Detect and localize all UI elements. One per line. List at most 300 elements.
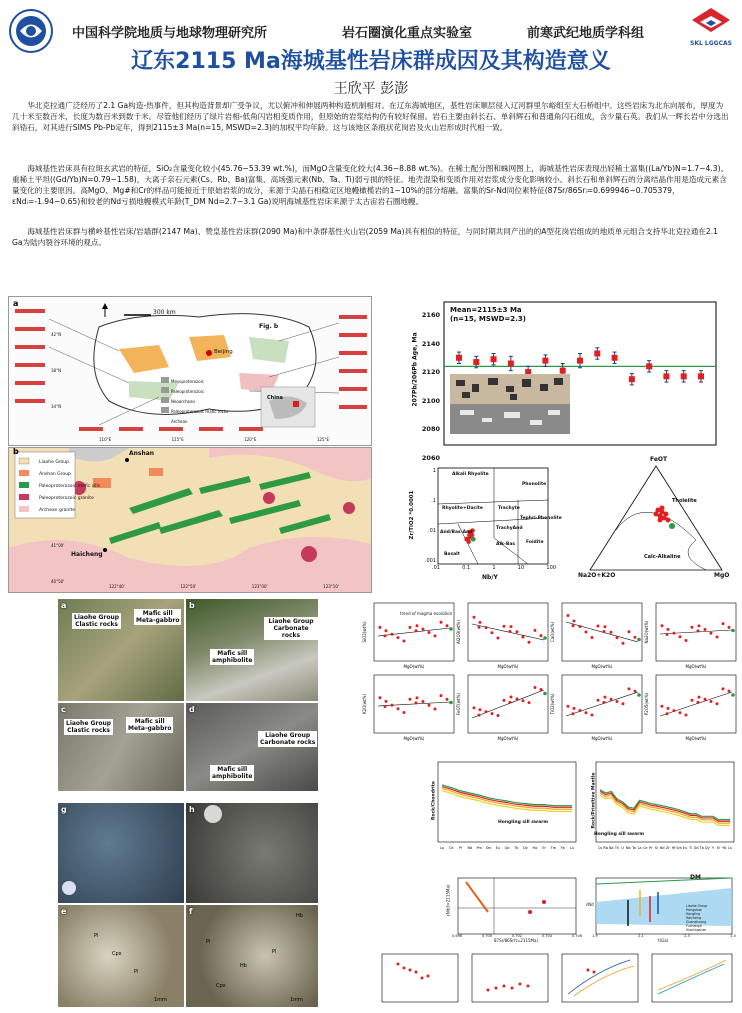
mineral-label: Pl	[272, 949, 277, 955]
photo-letter: a	[61, 601, 67, 610]
map-a-legend-0: Mesoproterozoic	[171, 379, 204, 384]
map-a-lon-tick: 120°E	[244, 437, 257, 442]
iso-legend-item: Xiaolingshan	[686, 928, 707, 932]
harker-xlabel: MgO(wt%)	[685, 664, 707, 669]
spider-tick: Pr	[649, 846, 653, 850]
harker-point	[661, 624, 664, 627]
harker-point	[446, 698, 449, 701]
map-b-lon-tick: 123°10'	[323, 584, 339, 589]
harker-point	[428, 704, 431, 707]
poster-title: 辽东2115 Ma海城基性岩床群成因及其构造意义	[131, 49, 611, 74]
afm-field-tholeiite: Tholeiite	[672, 498, 697, 504]
age-point	[473, 359, 479, 365]
modeling-plots	[368, 950, 738, 1008]
ree-ylabel: Rock/Chondrite	[431, 781, 437, 820]
harker-diagrams	[360, 597, 740, 747]
zr-xlabel: Nb/Y	[482, 574, 498, 581]
harker-point	[679, 635, 682, 638]
spider-tick: Nd	[659, 846, 665, 850]
map-a-lat-tick: 34°N	[51, 404, 62, 409]
map-a-lon-ticks	[99, 437, 329, 442]
harker-point	[728, 690, 731, 693]
spider-tick: Nb	[625, 846, 631, 850]
iso-h-ylabel: εNd	[586, 902, 594, 907]
harker-trend	[566, 692, 638, 716]
zr-field: Foidite	[526, 540, 544, 545]
iso-g-xtick: 0.700	[481, 934, 493, 938]
harker-point	[379, 626, 382, 629]
photo-label-sill: Mafic sill Meta-gabbro	[136, 610, 180, 624]
spider-tick: U	[621, 846, 624, 850]
harker-point	[722, 622, 725, 625]
ree-tick: Pr	[458, 846, 463, 850]
harker-point	[391, 704, 394, 707]
spider-tick: Dy	[705, 846, 710, 850]
zr-field: Alk-Bas	[496, 542, 516, 547]
harker-point	[604, 696, 607, 699]
intro-paragraph: 华北克拉通广泛经历了2.1 Ga构造-热事件，但其构造背景却广受争议，尤以俯冲和伸展两种构造机制相对。在辽东海城地区，基性岩床顺层侵入辽河群里尔峪组至大石桥组中。这些岩床为北东向展布，厚度为几十米至数百米，长度为数百米到数千米。尽管他们经历了绿片岩相-低角闪岩相变质作用，但原始的岩浆结构仍有较好保留。岩石主要由斜长石、单斜辉石和普通角闪石组成，含少量石英。我们从一辉长岩中分选出斜锆石，对其进行SIMS Pb-Pb定年，得到2115±3 Ma(n=15, MSWD=2.3)的加权平均年龄。这与该地区条痕状花岗岩及火山岩形成时代相一致。	[12, 101, 729, 132]
harker-point	[479, 708, 482, 711]
iso-g-xtick: 0.704	[541, 934, 552, 938]
mineral-label: Cpx	[112, 951, 122, 957]
harker-point	[391, 633, 394, 636]
harker-point	[397, 707, 400, 710]
harker-point	[416, 696, 419, 699]
iso-g-xtick: 0.702	[511, 934, 522, 938]
age-point	[508, 360, 514, 366]
spider-tick: Gd	[693, 846, 699, 850]
iso-legend-item: Liaohe Group	[686, 904, 708, 908]
photo-label-group: Liaohe Group Clastic rocks	[74, 614, 120, 628]
afm-field-calc: Calc-Alkaline	[644, 554, 681, 560]
ree-tick: Eu	[495, 846, 500, 850]
ree-tick: Ce	[449, 846, 454, 850]
map-a-lat-tick: 42°N	[51, 332, 62, 337]
spider-tick: La	[637, 846, 642, 850]
harker-trend	[378, 628, 450, 636]
map-a-scale: 300 km	[153, 309, 176, 316]
harker-point	[491, 712, 494, 715]
harker-point	[572, 624, 575, 627]
harker-ylabel: K2O(wt%)	[362, 693, 367, 715]
spider-tick: Y	[712, 846, 715, 850]
harker-point	[522, 699, 525, 702]
harker-point	[597, 699, 600, 702]
harker-point	[540, 688, 543, 691]
harker-point	[522, 636, 525, 639]
age-point	[681, 373, 687, 379]
zr-field: And/Bas-And	[440, 530, 473, 535]
map-a-lon-tick: 115°E	[171, 437, 184, 442]
harker-point	[409, 698, 412, 701]
spider-tick: Ta	[632, 846, 636, 850]
harker-point	[591, 636, 594, 639]
harker-point	[415, 629, 418, 632]
harker-xlabel: MgO(wt%)	[591, 664, 613, 669]
photo-label-group: Liaohe Group Clastic rocks	[66, 720, 112, 734]
harker-ylabel: P2O5(wt%)	[644, 692, 649, 716]
age-ytick: 2140	[421, 339, 440, 348]
age-point	[491, 356, 497, 362]
harker-point	[403, 711, 406, 714]
harker-point	[667, 628, 670, 631]
ree-tick: Pm	[476, 846, 482, 850]
iso-legend-item: Fuchengzi	[686, 924, 703, 928]
spider-tick: Zr	[665, 846, 670, 850]
harker-point	[585, 631, 588, 634]
harker-point	[628, 630, 631, 633]
harker-point	[543, 636, 547, 640]
harker-point	[384, 634, 387, 637]
harker-point	[491, 631, 494, 634]
harker-trend	[378, 702, 450, 706]
institute-name: 中国科学院地质与地球物理研究所	[72, 26, 268, 41]
zr-field: Phonolite	[522, 482, 547, 487]
map-b-lat-tick: 41°00'	[51, 543, 65, 548]
map-a-legend-1: Paleoproterozoic	[171, 389, 205, 394]
zr-xtick: 1	[492, 565, 496, 571]
zr-field-labels	[398, 460, 570, 582]
afm-apex-left: Na2O+K2O	[578, 572, 616, 579]
harker-ylabel: FeOT(wt%)	[456, 693, 461, 715]
harker-point	[567, 705, 570, 708]
photo-label-group: Liaohe Group Carbonate rocks	[264, 617, 318, 640]
harker-point	[543, 692, 547, 696]
spider-tick: Ti	[688, 846, 692, 850]
harker-point	[698, 696, 701, 699]
age-ytick: 2080	[421, 425, 440, 434]
micro-photo-f	[186, 905, 318, 1007]
harker-point	[637, 693, 641, 697]
harker-point	[704, 698, 707, 701]
spider-series	[600, 790, 730, 820]
map-b-lon-tick: 122°40'	[109, 584, 125, 589]
harker-point	[591, 714, 594, 717]
map-a-legend-4: Archean	[171, 419, 188, 424]
field-photo-d	[186, 703, 318, 791]
harker-point	[440, 694, 443, 697]
map-b-legend-3: Paleoproterozoic granite	[39, 496, 94, 501]
harker-xlabel: MgO(wt%)	[403, 736, 425, 741]
field-photo-b	[186, 599, 318, 701]
spider-legend: Hongling sill swarm	[594, 832, 645, 837]
harker-point	[473, 616, 476, 619]
iso-legend-item: Guanzhuang	[686, 920, 707, 924]
zr-field: Rhyolite+Dacite	[442, 506, 483, 511]
harker-ylabel: Al2O3(wt%)	[456, 620, 461, 644]
ree-tick: Lu	[570, 846, 574, 850]
spider-tick: Rb	[603, 846, 608, 850]
harker-point	[731, 693, 735, 697]
age-yticks	[420, 301, 440, 473]
ree-tick: Yb	[560, 846, 565, 850]
harker-point	[728, 626, 731, 629]
harker-point	[446, 624, 449, 627]
iso-legend-item: Haicheng	[686, 916, 702, 920]
harker-xlabel: MgO(wt%)	[685, 736, 707, 741]
harker-xlabel: MgO(wt%)	[497, 664, 519, 669]
mineral-label: Hb	[296, 913, 303, 919]
zr-xtick: .01	[432, 565, 440, 571]
harker-point	[634, 690, 637, 693]
age-point	[456, 355, 462, 361]
age-ylabel: 207Pb/206Pb Age, Ma	[411, 332, 419, 407]
map-a-legend-3: Paleoproterozoic mafic rocks	[171, 409, 229, 414]
harker-point	[416, 624, 419, 627]
harker-ylabel: TiO2(wt%)	[550, 693, 555, 715]
harker-ylabel: CaO(wt%)	[550, 621, 555, 643]
iso-h-xlabel: t(Ga)	[658, 938, 669, 943]
age-point	[594, 350, 600, 356]
spider-ylabel: Rock/Primitive Mantle	[591, 772, 597, 829]
harker-point	[585, 711, 588, 714]
age-point	[560, 368, 566, 374]
age-point	[698, 373, 704, 379]
harker-point	[603, 701, 606, 704]
harker-point	[440, 621, 443, 624]
harker-point	[509, 701, 512, 704]
geochem-paragraph: 海城基性岩床具有拉斑玄武岩的特征，SiO₂含量变化较小(45.76~53.39 wt.%)，而MgO含量变化较大(4.36~8.88 wt.%)。在稀土配分图和蛛网图上，海城基性岩床表现出轻稀土富集((La/Yb)N=1.7~4.3)、重稀土平坦((Gd/Yb)N=0.79~1.58)，大离子亲石元素(Cs、Rb、Ba)富集、高场强元素(Nb、Ta、Ti)弱亏损的特征。地壳混染和变质作用对岩浆成分变化影响较小。斜长石和单斜辉石的分离结晶作用是造成元素含量变化的主要原因。高MgO、Mg#和Cr的样品可能接近于原始岩浆的成分，来源于尖晶石相稳定区地幔橄榄岩的1~10%的部分熔融。富集的Sr-Nd同位素特征(87Sr/86Srᵢ=0.699946~0.705379，εNdᵢ=-1.94~0.65)和较老的Nd亏损地幔模式年龄(T_DM Nd=2.7~3.1 Ga)说明海城基性岩床来源于太古宙岩石圈地幔。	[12, 164, 729, 206]
harker-point	[716, 635, 719, 638]
harker-point	[579, 625, 582, 628]
ree-tick: Dy	[523, 846, 528, 850]
harker-point	[597, 625, 600, 628]
harker-point	[528, 641, 531, 644]
harker-point	[534, 686, 537, 689]
harker-point	[434, 707, 437, 710]
map-a-lon-tick: 110°E	[99, 437, 112, 442]
photo-letter: e	[61, 907, 67, 916]
harker-xlabel: MgO(wt%)	[591, 736, 613, 741]
mineral-label: Cpx	[216, 983, 226, 989]
map-b-legend-2: Paleoproterozoic mafic sills	[39, 484, 101, 489]
harker-point	[485, 710, 488, 713]
harker-point	[697, 629, 700, 632]
harker-point	[691, 626, 694, 629]
ree-tick: Sm	[485, 846, 492, 850]
map-b-lat-tick: 40°50'	[51, 579, 65, 584]
ree-frame	[438, 762, 576, 842]
harker-point	[409, 626, 412, 629]
ree-tick: La	[440, 846, 444, 850]
harker-point	[516, 630, 519, 633]
harker-point	[685, 639, 688, 642]
map-a-letter: a	[13, 299, 19, 308]
baddeleyite-bse-image	[450, 374, 570, 434]
mineral-label: Pl	[94, 933, 99, 939]
age-n-label: (n=15, MSWD=2.3)	[450, 315, 526, 323]
ree-tick: Tm	[550, 846, 557, 850]
map-b-haicheng: Haicheng	[71, 551, 103, 558]
rock-photo-g	[58, 803, 184, 903]
iso-g-xtick: 0.698	[452, 934, 463, 938]
harker-point	[528, 701, 531, 704]
harker-point	[434, 634, 437, 637]
map-b-anshan: Anshan	[129, 450, 155, 457]
harker-point	[503, 625, 506, 628]
age-point	[577, 358, 583, 364]
age-ytick: 2120	[421, 368, 440, 377]
zr-ylabel: Zr/TiO2 *0.0001	[409, 490, 415, 540]
mineral-label: Pl	[134, 969, 139, 975]
mineral-label: Pl	[206, 939, 211, 945]
harker-point	[610, 698, 613, 701]
iso-h-label: DM	[690, 874, 701, 881]
harker-point	[610, 631, 613, 634]
field-photo-a	[58, 599, 184, 701]
map-b-lon-tick: 122°50'	[180, 584, 197, 589]
map-b-lon-ticks	[109, 584, 339, 589]
harker-point	[379, 696, 382, 699]
harker-point	[478, 626, 481, 629]
harker-xlabel: MgO(wt%)	[497, 736, 519, 741]
photo-label-sill: Mafic sill amphibolite	[212, 650, 253, 664]
coin-icon	[204, 805, 222, 823]
tectonic-paragraph: 海城基性岩床群与横岭基性岩床/岩墙群(2147 Ma)、赞皇基性岩床群(2090 Ma)和中条群基性火山岩(2059 Ma)具有相似的特征，与同时期共同产出的的A型花岗岩组成的地质单元组合支持华北克拉通在2.1 Ga为陆内裂谷环境的观点。	[12, 227, 718, 247]
harker-ylabel: SiO2(wt%)	[362, 621, 367, 643]
age-mean-label: Mean=2115±3 Ma	[450, 306, 522, 314]
map-a-lon-tick: 125°E	[316, 437, 329, 442]
harker-point	[622, 642, 625, 645]
ree-tick: Gd	[504, 846, 510, 850]
map-a-lat-ticks	[51, 317, 61, 425]
harker-point	[704, 628, 707, 631]
map-a-legend	[171, 377, 228, 427]
harker-point	[698, 624, 701, 627]
coin-icon	[62, 881, 76, 895]
ree-spider-diagrams	[428, 758, 738, 866]
spider-tick: Cs	[597, 846, 603, 850]
harker-point	[731, 629, 735, 633]
harker-trend	[660, 692, 732, 716]
harker-trend-label: trend of magma evolution	[400, 611, 453, 616]
authors: 王欣平 彭澎	[333, 81, 409, 97]
rock-photo-h	[186, 803, 318, 903]
harker-point	[679, 711, 682, 714]
zr-xtick: 0.1	[462, 565, 471, 571]
harker-point	[673, 632, 676, 635]
photo-letter: h	[189, 805, 195, 814]
harker-point	[415, 701, 418, 704]
scale-bar-label: 1mm	[290, 997, 303, 1003]
harker-point	[397, 636, 400, 639]
zr-field: Trachyte	[498, 506, 520, 511]
map-b-lon-tick: 123°00'	[251, 584, 268, 589]
harker-point	[622, 702, 625, 705]
harker-point	[666, 712, 669, 715]
zr-ytick: .1	[431, 498, 436, 504]
harker-point	[603, 630, 606, 633]
iso-legend-item: Hongshan	[686, 908, 703, 912]
map-b-legend-4: Archean granite	[39, 508, 76, 513]
harker-point	[497, 714, 500, 717]
harker-point	[604, 625, 607, 628]
zr-field: TrachyAnd	[496, 526, 523, 531]
field-photo-c	[58, 703, 184, 791]
afm-apex-top: FeOT	[650, 456, 668, 463]
map-b-legend	[39, 457, 100, 517]
harker-trend	[566, 622, 638, 642]
iso-h-xtick: 2.5	[730, 934, 736, 938]
ree-legend: Hongling sill swarm	[498, 820, 549, 825]
zr-ytick: 1	[432, 468, 436, 474]
photo-label-group: Liaohe Group Carbonate rocks	[260, 732, 316, 746]
harker-point	[573, 707, 576, 710]
harker-point	[503, 699, 506, 702]
harker-point	[661, 705, 664, 708]
harker-point	[510, 625, 513, 628]
iso-legend	[686, 904, 707, 932]
zr-xtick: 10	[517, 565, 525, 571]
harker-point	[666, 633, 669, 636]
map-a-inset: China	[267, 395, 283, 401]
harker-point	[540, 634, 543, 637]
group-name: 前寒武纪地质学科组	[527, 26, 645, 41]
harker-point	[428, 631, 431, 634]
harker-point	[485, 626, 488, 629]
photo-letter: c	[61, 705, 66, 714]
harker-point	[634, 636, 637, 639]
photo-letter: g	[61, 805, 67, 814]
map-b-legend-0: Liaohe Group	[39, 460, 70, 465]
age-point	[629, 376, 635, 382]
spider-tick: Th	[614, 846, 620, 850]
harker-point	[510, 695, 513, 698]
age-point	[542, 358, 548, 364]
harker-point	[637, 638, 641, 642]
harker-point	[473, 706, 476, 709]
harker-point	[691, 699, 694, 702]
harker-point	[567, 614, 570, 617]
map-a-city: Beijing	[214, 349, 233, 355]
harker-xlabel: MgO(wt%)	[403, 664, 425, 669]
age-point	[646, 363, 652, 369]
ree-tick: Nd	[467, 846, 473, 850]
spider-tick: Lu	[728, 846, 732, 850]
map-b-lat-ticks	[51, 528, 64, 600]
iso-h-xtick: 2.1	[638, 934, 644, 938]
iso-g-xticks	[452, 934, 582, 938]
photo-label-sill: Mafic sill Meta-gabbro	[128, 718, 172, 732]
photo-letter: b	[189, 601, 195, 610]
iso-legend-item: Hongling	[686, 912, 701, 916]
harker-point	[716, 702, 719, 705]
harker-point	[385, 700, 388, 703]
harker-point	[710, 632, 713, 635]
spider-tick: Hf	[671, 846, 676, 850]
iso-h-xticks	[592, 934, 736, 938]
micro-photo-e	[58, 905, 184, 1007]
harker-point	[479, 621, 482, 624]
zr-ytick: .01	[428, 528, 436, 534]
harker-point	[422, 700, 425, 703]
classification-chart	[398, 460, 570, 582]
regional-map	[8, 296, 372, 446]
map-a-fig-ref: Fig. b	[259, 323, 279, 330]
harker-point	[685, 714, 688, 717]
harker-point	[572, 712, 575, 715]
harker-point	[516, 697, 519, 700]
spider-tick: Ce	[642, 846, 648, 850]
spider-tick: Ba	[609, 846, 614, 850]
harker-point	[628, 687, 631, 690]
harker-point	[422, 628, 425, 631]
zr-xtick: 100	[546, 565, 556, 571]
harker-point	[449, 701, 453, 705]
iso-g-ylabel: εNd(t=2115Ma)	[445, 884, 451, 917]
ree-tick: Tb	[514, 846, 519, 850]
spider-tick: Eu	[682, 846, 687, 850]
